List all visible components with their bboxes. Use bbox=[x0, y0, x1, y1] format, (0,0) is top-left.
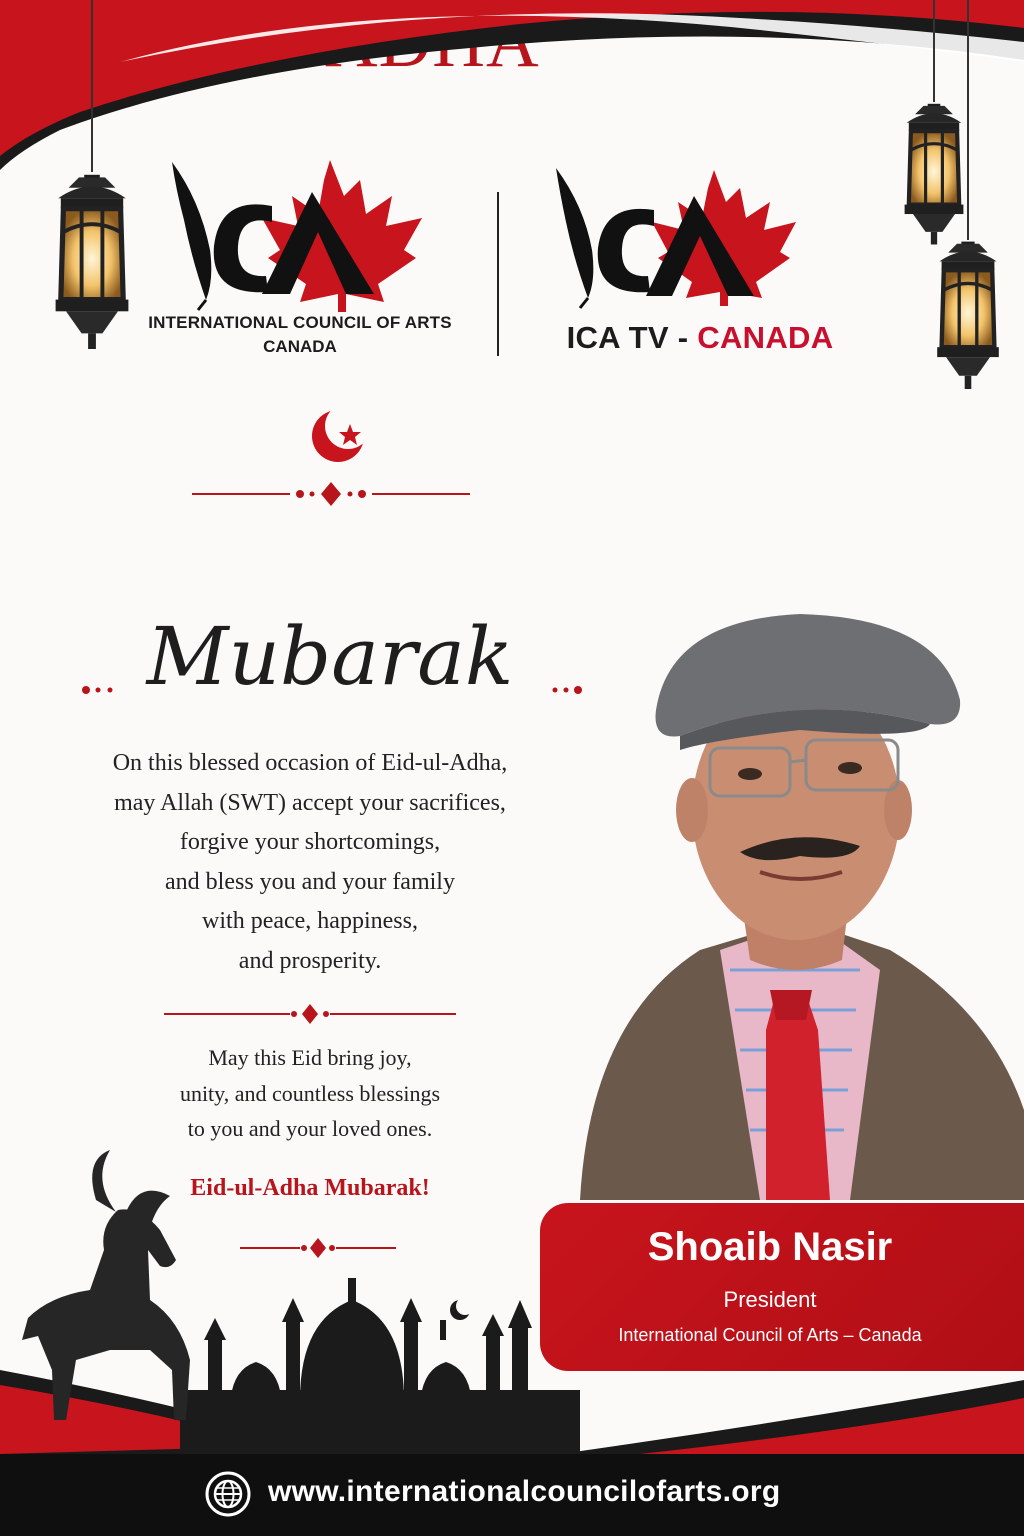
closing-greeting: Eid-ul-Adha Mubarak! bbox=[190, 1175, 430, 1201]
ica-tv-country: CANADA bbox=[697, 320, 834, 355]
lantern-icon bbox=[905, 104, 964, 245]
person-role: President bbox=[723, 1287, 817, 1312]
lantern-icon bbox=[56, 175, 129, 349]
message-line: with peace, happiness, bbox=[202, 908, 418, 934]
mosque-skyline-icon bbox=[180, 1278, 580, 1454]
eid-subtitle: Mubarak bbox=[146, 610, 514, 703]
wish-line: to you and your loved ones. bbox=[187, 1116, 433, 1141]
wish-message bbox=[30, 1040, 590, 1147]
globe-icon bbox=[205, 1471, 251, 1517]
wish-line: unity, and countless blessings bbox=[179, 1080, 441, 1106]
footer-bar bbox=[0, 1454, 1024, 1536]
person-organization: International Council of Arts – Canada bbox=[618, 1325, 922, 1345]
greeting-message bbox=[30, 744, 590, 981]
message-line: On this blessed occasion of Eid-ul-Adha, bbox=[112, 750, 508, 776]
quill-icon bbox=[556, 168, 593, 298]
org-country-caption: CANADA bbox=[263, 337, 337, 356]
website-link[interactable]: www.internationalcouncilofarts.org bbox=[268, 1475, 781, 1508]
lantern-icon bbox=[937, 242, 999, 389]
message-line: may Allah (SWT) accept your sacrifices, bbox=[114, 789, 506, 816]
message-line: forgive your shortcomings, bbox=[179, 829, 441, 855]
ica-logo-left bbox=[172, 160, 422, 312]
name-card bbox=[540, 1203, 1024, 1371]
org-name-caption: INTERNATIONAL COUNCIL OF ARTS bbox=[148, 313, 452, 332]
quill-icon bbox=[172, 162, 211, 300]
crescent-star-icon bbox=[312, 403, 371, 462]
portrait-photo bbox=[560, 590, 1024, 1200]
wish-line: May this Eid bring joy, bbox=[208, 1045, 412, 1070]
ica-tv-caption bbox=[520, 320, 880, 356]
ica-logo-right bbox=[556, 168, 796, 308]
message-line: and bless you and your family bbox=[165, 868, 455, 895]
message-line: and prosperity. bbox=[238, 947, 382, 974]
person-name: Shoaib Nasir bbox=[647, 1225, 893, 1269]
ica-tv-label: ICA TV - bbox=[566, 320, 698, 355]
